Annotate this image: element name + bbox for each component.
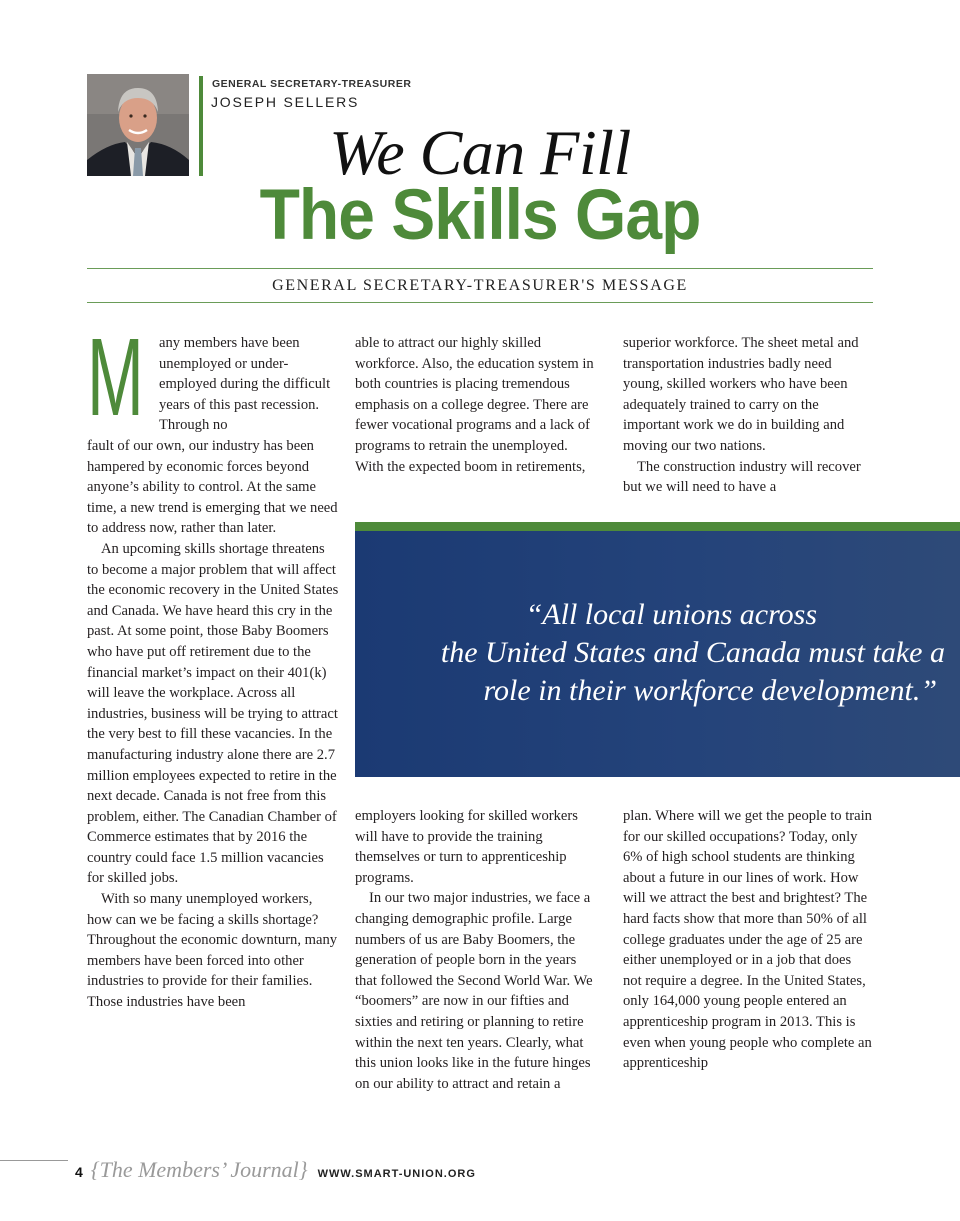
paragraph: able to attract our highly skilled workforce. Also, the education system in both countries is placing tremendous emphasis on a college degree. There are fewer vocational programs and a lack of programs to retrain the unemployed. With the expected boom in retirements, (355, 335, 594, 475)
pull-quote-bar (355, 522, 960, 531)
column-2-bottom (355, 806, 599, 1094)
author-kicker: GENERAL SECRETARY-TREASURER (212, 78, 412, 90)
column-1 (87, 436, 339, 1013)
paragraph: superior workforce. The sheet metal and transportation industries badly need young, skilled workers who have been adequately trained to carry on the important work we do in building and moving our two nations. (623, 335, 859, 454)
journal-name: {The Members’ Journal} (90, 1157, 308, 1182)
paragraph: In our two major industries, we face a changing demographic profile. Large numbers of us are Baby Boomers, the generation of people born in the years that followed the Second World War. We “boomers” are now in our fifties and sixties and retiring or planning to retire within the next ten years. Clearly, what this union looks like in the future hinges on our ability to attract and retain a (355, 890, 593, 1092)
paragraph: An upcoming skills shortage threatens to become a major problem that will affect the economic recovery in the United States and Canada. We have heard this cry in the past. At some point, those Baby Boomers who have put off retirement due to the financial market’s impact on their 401(k) will leave the workplace. Across all industries, business will be trying to attract the very best to fill these vacancies. In the manufacturing industry alone there are 2.7 million employees expected to retire in the next decade. Canada is not free from this problem, either. The Canadian Chamber of Commerce estimates that by 2016 the country could face 1.5 million vacancies for skilled jobs. (87, 540, 339, 887)
section-rule-bottom (87, 302, 873, 303)
column-3-bottom (623, 806, 873, 1074)
pull-quote-line: “All local unions across (525, 598, 817, 631)
paragraph: With so many unemployed workers, how can we be facing a skills shortage? Throughout the economic downturn, many members have been forced into other industries to provide for their families. Those industries have been (87, 891, 338, 1011)
section-label: GENERAL SECRETARY-TREASURER'S MESSAGE (272, 277, 688, 294)
footer (75, 1157, 476, 1183)
headline-line1: We Can Fill (329, 117, 631, 188)
paragraph: fault of our own, our industry has been hampered by economic forces beyond anyone’s ability to control. At the same time, a new trend is emerging that we need to address now, rather than later. (87, 438, 338, 537)
page-number: 4 (75, 1164, 83, 1180)
paragraph: The construction industry will recover but we will need to have a (623, 458, 861, 496)
drop-cap: M (87, 316, 144, 439)
column-3-top (623, 333, 873, 498)
pull-quote-line: the United States and Canada must take a (440, 636, 945, 669)
headline-line2: The Skills Gap (259, 174, 701, 254)
footer-rule (0, 1160, 68, 1161)
section-rule-top (87, 268, 873, 269)
paragraph: employers looking for skilled workers will have to provide the training themselves or turn to apprenticeship programs. (355, 808, 578, 886)
column-2-top (355, 333, 599, 477)
opening-text: any members have been unemployed or under-employed during the difficult years of this past recession. Through no (159, 335, 331, 434)
paragraph: plan. Where will we get the people to train for our skilled occupations? Today, only 6% of high school students are thinking about a future in our lines of work. How will we attract the best and brightest? The hard facts show that more than 50% of all college graduates under the age of 25 are either unemployed or in a job that does not require a degree. In the United States, only 164,000 young people entered an apprenticeship program in 2013. This is even when young people who complete an apprenticeship (623, 808, 872, 1072)
pull-quote (355, 596, 945, 710)
author-name: JOSEPH SELLERS (211, 94, 360, 110)
website-link[interactable]: WWW.SMART-UNION.ORG (317, 1168, 476, 1180)
pull-quote-line: role in their workforce development.” (483, 674, 937, 707)
